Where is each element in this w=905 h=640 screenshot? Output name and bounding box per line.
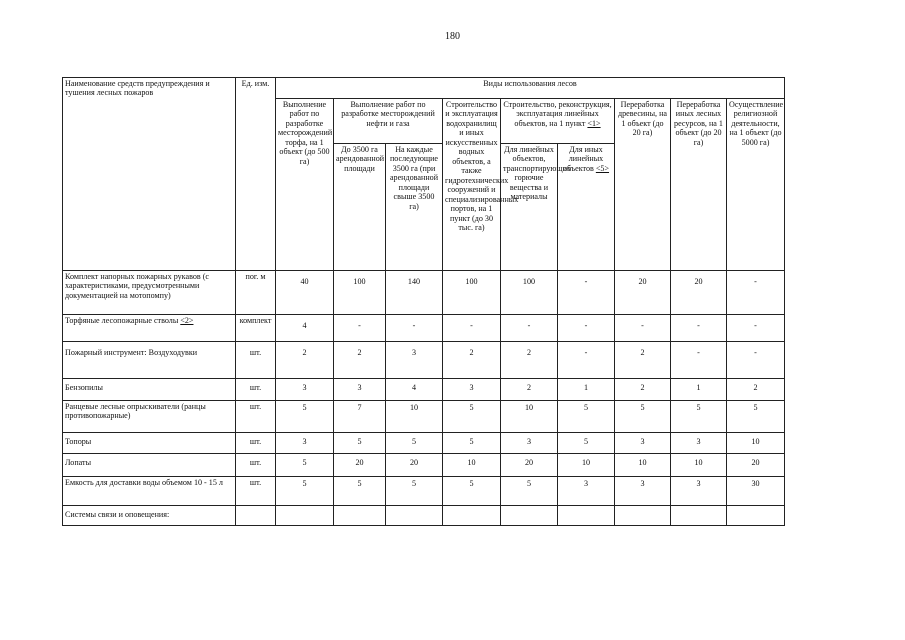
header-row-1 bbox=[63, 78, 785, 99]
row-value: - bbox=[671, 342, 727, 379]
row-value: 100 bbox=[334, 271, 386, 315]
table-row bbox=[63, 379, 785, 401]
row-value: 4 bbox=[386, 379, 443, 401]
row-value: 3 bbox=[443, 379, 501, 401]
forest-fire-equipment-table bbox=[62, 77, 785, 526]
header-name-col: Наименование средств предупреждения и тушения лесных пожаров bbox=[63, 78, 236, 271]
row-value: 4 bbox=[276, 315, 334, 342]
row-value: 5 bbox=[276, 401, 334, 433]
row-name: Ранцевые лесные опрыскиватели (ранцы противопожарные) bbox=[63, 401, 236, 433]
row-value: 3 bbox=[501, 433, 558, 454]
row-value: 5 bbox=[334, 477, 386, 506]
row-value: 2 bbox=[615, 379, 671, 401]
row-value: - bbox=[727, 271, 785, 315]
header-c23-group: Выполнение работ по разработке месторождений нефти и газа bbox=[334, 99, 443, 144]
row-name: Топоры bbox=[63, 433, 236, 454]
row-value bbox=[727, 506, 785, 526]
header-c1: Выполнение работ по разработке месторождений торфа, на 1 объект (до 500 га) bbox=[276, 99, 334, 271]
row-value: 2 bbox=[501, 379, 558, 401]
header-unit-col: Ед. изм. bbox=[236, 78, 276, 271]
row-unit: шт. bbox=[236, 379, 276, 401]
row-value: 3 bbox=[615, 433, 671, 454]
row-value: 5 bbox=[276, 454, 334, 477]
header-c2: До 3500 га арендованной площади bbox=[334, 144, 386, 271]
footnote-link-1[interactable]: <1> bbox=[587, 118, 601, 128]
row-value: - bbox=[558, 271, 615, 315]
row-value: 5 bbox=[671, 401, 727, 433]
row-value: 40 bbox=[276, 271, 334, 315]
row-value: 5 bbox=[443, 433, 501, 454]
row-name-cell bbox=[63, 315, 236, 342]
row-value: 5 bbox=[727, 401, 785, 433]
table-row bbox=[63, 401, 785, 433]
page-number: 180 bbox=[445, 31, 460, 42]
row-value: 5 bbox=[558, 433, 615, 454]
header-c7: Переработка древесины, на 1 объект (до 20 га) bbox=[615, 99, 671, 271]
row-value: 20 bbox=[671, 271, 727, 315]
row-value: 3 bbox=[386, 342, 443, 379]
row-name: Системы связи и оповещения: bbox=[63, 506, 236, 526]
table-row bbox=[63, 477, 785, 506]
table-row bbox=[63, 433, 785, 454]
table-row bbox=[63, 454, 785, 477]
row-value: 7 bbox=[334, 401, 386, 433]
row-value: - bbox=[727, 315, 785, 342]
row-value: - bbox=[671, 315, 727, 342]
row-value: 10 bbox=[386, 401, 443, 433]
row-value bbox=[443, 506, 501, 526]
row-value: 2 bbox=[727, 379, 785, 401]
row-value: 10 bbox=[443, 454, 501, 477]
row-name: Бензопилы bbox=[63, 379, 236, 401]
row-value: - bbox=[727, 342, 785, 379]
header-c56-group bbox=[501, 99, 615, 144]
table-row bbox=[63, 271, 785, 315]
row-value: 1 bbox=[671, 379, 727, 401]
footnote-link-2[interactable]: <2> bbox=[180, 316, 194, 325]
row-unit: шт. bbox=[236, 342, 276, 379]
row-value: - bbox=[443, 315, 501, 342]
header-c9: Осуществление религиозной деятельности, на 1 объект (до 5000 га) bbox=[727, 99, 785, 271]
row-value: 5 bbox=[615, 401, 671, 433]
row-value bbox=[276, 506, 334, 526]
row-value: 5 bbox=[558, 401, 615, 433]
row-value: 10 bbox=[501, 401, 558, 433]
row-value: 5 bbox=[443, 401, 501, 433]
row-value: 5 bbox=[386, 477, 443, 506]
header-group-title: Виды использования лесов bbox=[276, 78, 785, 99]
row-unit: шт. bbox=[236, 433, 276, 454]
row-value: 10 bbox=[558, 454, 615, 477]
header-c4: Строительство и эксплуатация водохранилищ и иных искусственных водных объектов, а также гидротехнических сооружений и специализированных портов, на 1 пункт (до 30 тыс. га) bbox=[443, 99, 501, 271]
row-value: 20 bbox=[727, 454, 785, 477]
row-value: - bbox=[558, 342, 615, 379]
row-value: 2 bbox=[615, 342, 671, 379]
row-value: 30 bbox=[727, 477, 785, 506]
row-value: - bbox=[615, 315, 671, 342]
row-value bbox=[334, 506, 386, 526]
header-c6 bbox=[558, 144, 615, 271]
footnote-link-5[interactable]: <5> bbox=[595, 163, 610, 173]
table-row bbox=[63, 342, 785, 379]
row-value: 1 bbox=[558, 379, 615, 401]
header-c3: На каждые последующие 3500 га (при арендованной площади свыше 3500 га) bbox=[386, 144, 443, 271]
row-value: - bbox=[501, 315, 558, 342]
row-value: 5 bbox=[443, 477, 501, 506]
row-value: 20 bbox=[501, 454, 558, 477]
row-value bbox=[671, 506, 727, 526]
row-value: 100 bbox=[501, 271, 558, 315]
row-value: 3 bbox=[276, 379, 334, 401]
row-value bbox=[501, 506, 558, 526]
row-value: 3 bbox=[334, 379, 386, 401]
row-value: 20 bbox=[334, 454, 386, 477]
row-value: 3 bbox=[671, 433, 727, 454]
row-value: - bbox=[386, 315, 443, 342]
row-name: Торфяные лесопожарные стволы bbox=[65, 316, 181, 325]
row-value: 10 bbox=[671, 454, 727, 477]
header-c56-group-text: Строительство, реконструкция, эксплуатация линейных объектов, на 1 пункт bbox=[503, 100, 612, 128]
row-name: Емкость для доставки воды объемом 10 - 15 л bbox=[63, 477, 236, 506]
row-value bbox=[558, 506, 615, 526]
header-c6-text: Для иных линейных объектов bbox=[562, 145, 604, 173]
row-name: Лопаты bbox=[63, 454, 236, 477]
header-c5: Для линейных объектов, транспортирующих горючие вещества и материалы bbox=[501, 144, 558, 271]
table-row bbox=[63, 506, 785, 526]
row-value: 3 bbox=[558, 477, 615, 506]
row-value: 5 bbox=[276, 477, 334, 506]
row-value: 10 bbox=[727, 433, 785, 454]
row-name: Комплект напорных пожарных рукавов (с характеристиками, предусмотренными документацией на мотопомпу) bbox=[63, 271, 236, 315]
row-unit: шт. bbox=[236, 401, 276, 433]
row-value: 20 bbox=[615, 271, 671, 315]
row-value bbox=[386, 506, 443, 526]
row-value: 20 bbox=[386, 454, 443, 477]
row-name: Пожарный инструмент: Воздуходувки bbox=[63, 342, 236, 379]
row-unit: пог. м bbox=[236, 271, 276, 315]
row-value: 5 bbox=[386, 433, 443, 454]
row-unit: комплект bbox=[236, 315, 276, 342]
row-value: 5 bbox=[501, 477, 558, 506]
row-unit: шт. bbox=[236, 454, 276, 477]
row-value: - bbox=[334, 315, 386, 342]
table-row bbox=[63, 315, 785, 342]
row-value: 140 bbox=[386, 271, 443, 315]
row-value: 3 bbox=[276, 433, 334, 454]
row-value: 2 bbox=[334, 342, 386, 379]
row-value bbox=[615, 506, 671, 526]
row-unit bbox=[236, 506, 276, 526]
row-value: 2 bbox=[501, 342, 558, 379]
row-value: 10 bbox=[615, 454, 671, 477]
header-c8: Переработка иных лесных ресурсов, на 1 объект (до 20 га) bbox=[671, 99, 727, 271]
row-value: - bbox=[558, 315, 615, 342]
row-value: 2 bbox=[443, 342, 501, 379]
row-value: 5 bbox=[334, 433, 386, 454]
row-value: 2 bbox=[276, 342, 334, 379]
row-value: 3 bbox=[671, 477, 727, 506]
row-value: 3 bbox=[615, 477, 671, 506]
row-unit: шт. bbox=[236, 477, 276, 506]
row-value: 100 bbox=[443, 271, 501, 315]
